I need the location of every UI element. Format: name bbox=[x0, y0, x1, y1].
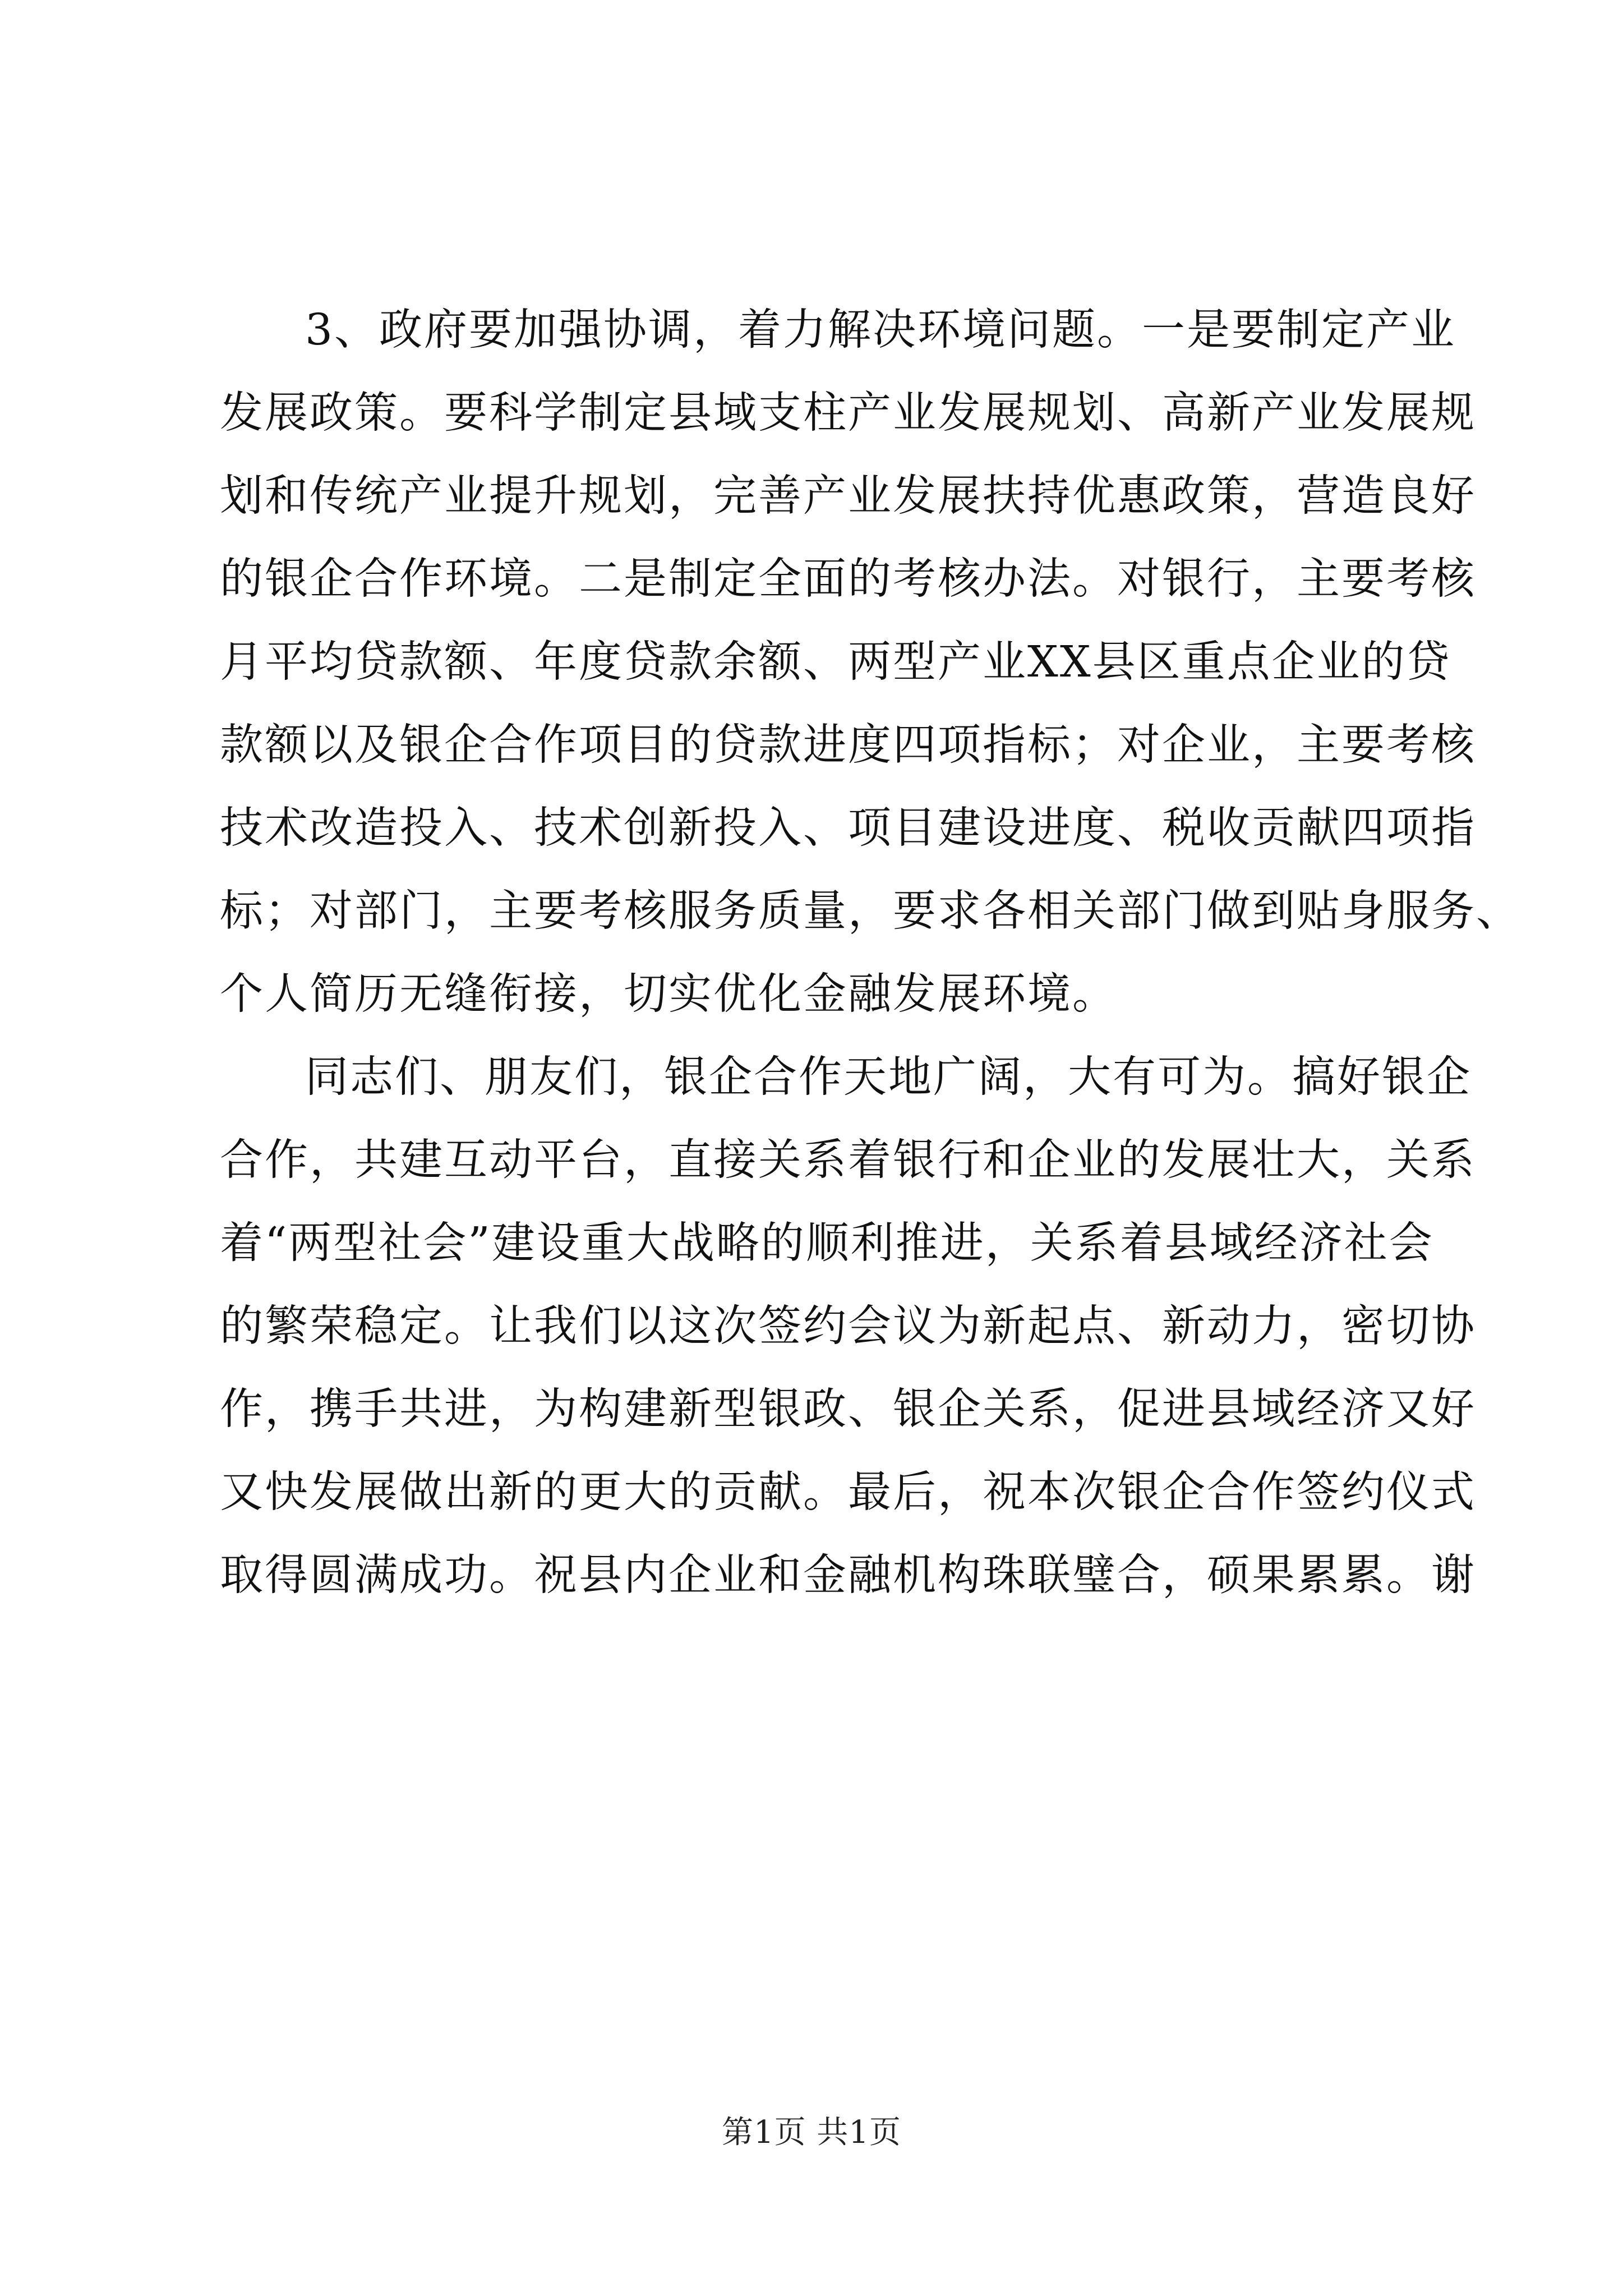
paragraph-closing-remarks bbox=[220, 1048, 1476, 1630]
paragraph-line: 作，携手共进，为构建新型银政、银企关系，促进县域经济又好 bbox=[220, 1384, 1476, 1434]
paragraph-line: 同志们、朋友们，银企合作天地广阔，大有可为。搞好银企 bbox=[305, 1052, 1472, 1102]
paragraph-line: 技术改造投入、技术创新投入、项目建设进度、税收贡献四项指 bbox=[220, 803, 1476, 853]
paragraph-line: 合作，共建互动平台，直接关系着银行和企业的发展壮大，关系 bbox=[220, 1135, 1476, 1185]
paragraph-line: 标；对部门，主要考核服务质量，要求各相关部门做到贴身服务、 bbox=[220, 886, 1521, 936]
paragraph-government-coordination bbox=[220, 301, 1521, 1048]
paragraph-line: 个人简历无缝衔接，切实优化金融发展环境。 bbox=[220, 969, 1117, 1019]
document-body bbox=[220, 301, 1521, 1630]
paragraph-line: 取得圆满成功。祝县内企业和金融机构珠联璧合，硕果累累。谢 bbox=[220, 1550, 1476, 1600]
paragraph-line: 发展政策。要科学制定县域支柱产业发展规划、高新产业发展规 bbox=[220, 388, 1476, 438]
paragraph-line: 的银企合作环境。二是制定全面的考核办法。对银行，主要考核 bbox=[220, 554, 1476, 604]
paragraph-line: 3、政府要加强协调，着力解决环境问题。一是要制定产业 bbox=[305, 305, 1456, 355]
paragraph-line: 划和传统产业提升规划，完善产业发展扶持优惠政策，营造良好 bbox=[220, 471, 1476, 521]
paragraph-line: 款额以及银企合作项目的贷款进度四项指标；对企业，主要考核 bbox=[220, 720, 1476, 770]
paragraph-line: 又快发展做出新的更大的贡献。最后，祝本次银企合作签约仪式 bbox=[220, 1467, 1476, 1517]
paragraph-line: 的繁荣稳定。让我们以这次签约会议为新起点、新动力，密切协 bbox=[220, 1301, 1476, 1351]
paragraph-line: 月平均贷款额、年度贷款余额、两型产业XX县区重点企业的贷 bbox=[220, 637, 1451, 687]
paragraph-line: 着“两型社会”建设重大战略的顺利推进，关系着县域经济社会 bbox=[220, 1218, 1434, 1268]
page-footer: 第1页 共1页 bbox=[721, 2114, 902, 2151]
